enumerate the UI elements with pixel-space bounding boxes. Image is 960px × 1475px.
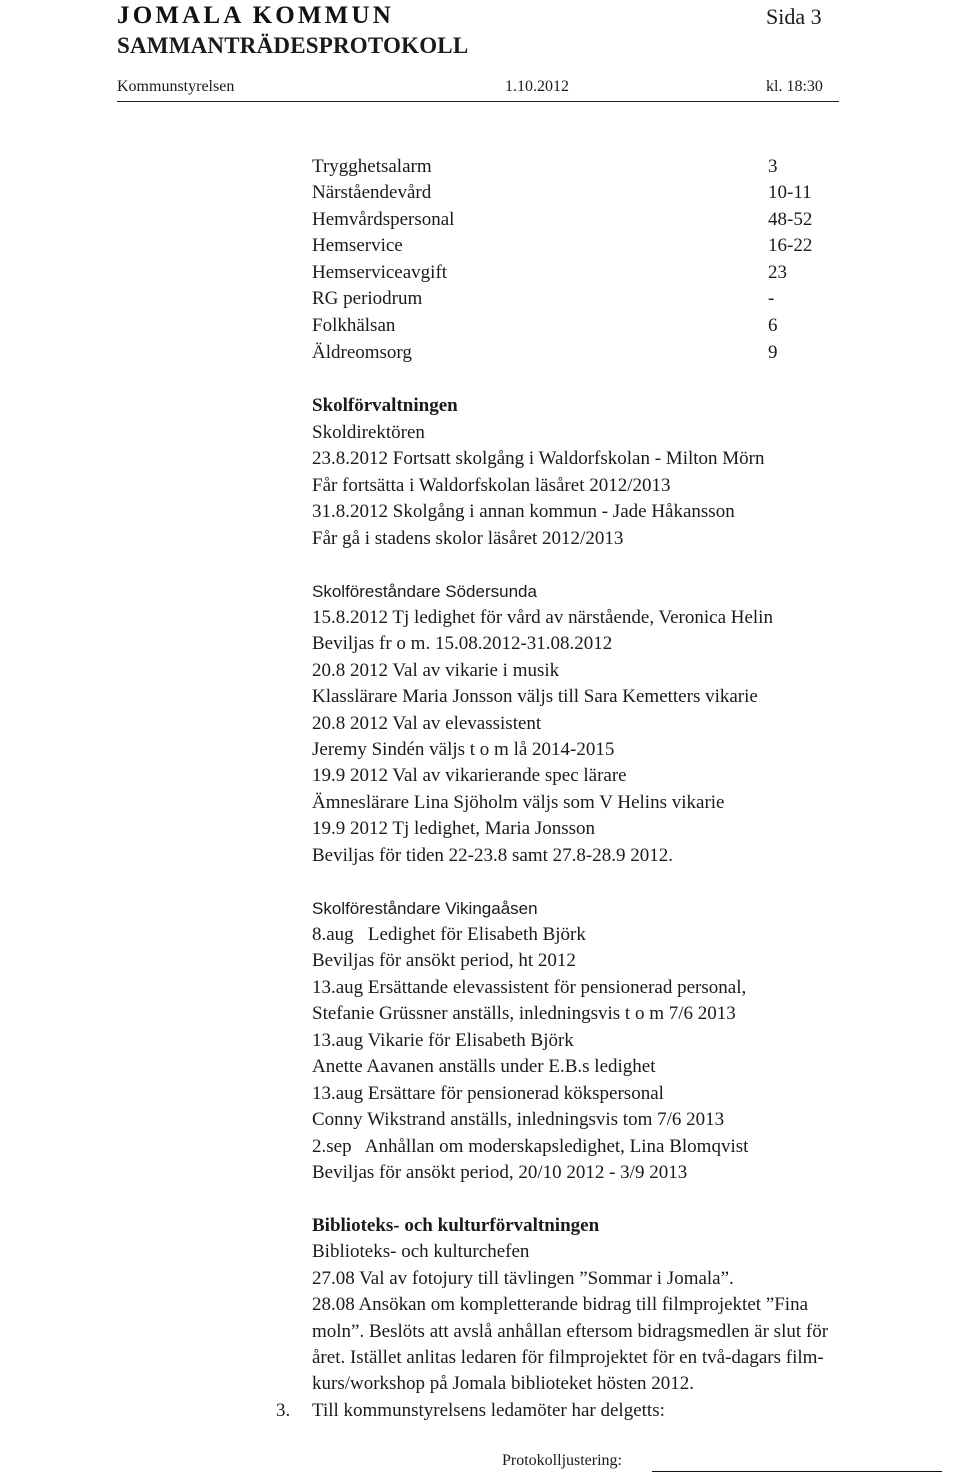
stat-row <box>312 208 813 232</box>
decision-line: 19.9 2012 Val av vikarierande spec lärare <box>312 765 627 786</box>
decision-line: 27.08 Val av fotojury till tävlingen ”Sommar i Jomala”. <box>312 1268 734 1289</box>
page-number: Sida 3 <box>766 4 822 29</box>
decision-line: 13.aug Ersättande elevassistent för pensionerad personal, <box>312 977 747 998</box>
decision-line: 15.8.2012 Tj ledighet för vård av närstående, Veronica Helin <box>312 607 773 628</box>
stat-label: Folkhälsan <box>312 315 396 336</box>
stat-label: RG periodrum <box>312 288 423 309</box>
stat-row <box>312 287 775 311</box>
stat-row <box>312 181 812 205</box>
decision-line: Ämneslärare Lina Sjöholm väljs som V Helins vikarie <box>312 792 725 813</box>
section-heading: Skolföreståndare Vikingaåsen <box>312 899 538 918</box>
stat-row <box>312 341 778 365</box>
item-text: Till kommunstyrelsens ledamöter har delgetts: <box>312 1400 665 1421</box>
stat-value: - <box>768 288 775 309</box>
decision-line: Jeremy Sindén väljs t o m lå 2014-2015 <box>312 739 615 760</box>
meeting-date: 1.10.2012 <box>505 78 569 95</box>
decision-line: 20.8 2012 Val av elevassistent <box>312 713 542 734</box>
decision-line: Conny Wikstrand anställs, inledningsvis tom 7/6 2013 <box>312 1109 725 1130</box>
decision-line: året. Istället anlitas ledaren för filmprojektet för en två-dagars film- <box>312 1347 824 1368</box>
decision-line: kurs/workshop på Jomala biblioteket hösten 2012. <box>312 1373 695 1394</box>
decision-line: Stefanie Grüssner anställs, inledningsvis t o m 7/6 2013 <box>312 1003 736 1024</box>
decision-line: 13.aug Vikarie för Elisabeth Björk <box>312 1030 574 1051</box>
item-number: 3. <box>276 1400 291 1421</box>
decision-line: 2.sep Anhållan om moderskapsledighet, Lina Blomqvist <box>312 1136 749 1157</box>
section-heading: Biblioteks- och kulturförvaltningen <box>312 1215 600 1236</box>
decision-line: moln”. Beslöts att avslå anhållan eftersom bidragsmedlen är slut för <box>312 1321 829 1342</box>
section-heading: Skolföreståndare Södersunda <box>312 582 537 601</box>
stat-value: 10-11 <box>768 182 812 203</box>
decision-line: 28.08 Ansökan om kompletterande bidrag till filmprojektet ”Fina <box>312 1294 809 1315</box>
stat-label: Närståendevård <box>312 182 432 203</box>
decision-line: Får fortsätta i Waldorfskolan läsåret 2012/2013 <box>312 475 671 496</box>
decision-line: 20.8 2012 Val av vikarie i musik <box>312 660 560 681</box>
meeting-body: Kommunstyrelsen <box>117 78 235 95</box>
stat-value: 3 <box>768 156 778 177</box>
stat-row <box>312 261 787 285</box>
decision-line: 19.9 2012 Tj ledighet, Maria Jonsson <box>312 818 596 839</box>
footer-label: Protokolljustering: <box>502 1452 622 1469</box>
stat-value: 6 <box>768 315 778 336</box>
decision-line: Beviljas för ansökt period, ht 2012 <box>312 950 576 971</box>
decision-line: Anette Aavanen anställs under E.B.s ledighet <box>312 1056 656 1077</box>
decision-line: 8.aug Ledighet för Elisabeth Björk <box>312 924 586 945</box>
section-subheading: Skoldirektören <box>312 422 425 443</box>
decision-line: Får gå i stadens skolor läsåret 2012/2013 <box>312 528 624 549</box>
document-type: SAMMANTRÄDESPROTOKOLL <box>117 33 469 58</box>
decision-line: 13.aug Ersättare för pensionerad kökspersonal <box>312 1083 664 1104</box>
stat-label: Hemserviceavgift <box>312 262 448 283</box>
meeting-time: kl. 18:30 <box>766 78 823 95</box>
stat-value: 16-22 <box>768 235 813 256</box>
header-divider <box>117 101 839 102</box>
stat-label: Äldreomsorg <box>312 342 412 363</box>
stat-label: Hemvårdspersonal <box>312 209 455 230</box>
stat-row <box>312 155 778 179</box>
section-heading: Skolförvaltningen <box>312 395 458 416</box>
signature-line <box>652 1471 942 1472</box>
decision-line: 23.8.2012 Fortsatt skolgång i Waldorfskolan - Milton Mörn <box>312 448 765 469</box>
decision-line: 31.8.2012 Skolgång i annan kommun - Jade Håkansson <box>312 501 735 522</box>
stat-value: 48-52 <box>768 209 813 230</box>
decision-line: Beviljas fr o m. 15.08.2012-31.08.2012 <box>312 633 613 654</box>
stat-row <box>312 234 813 258</box>
municipality-title: JOMALA KOMMUN <box>117 2 394 29</box>
stat-row <box>312 314 778 338</box>
section-subheading: Biblioteks- och kulturchefen <box>312 1241 530 1262</box>
stat-label: Trygghetsalarm <box>312 156 432 177</box>
decision-line: Beviljas för tiden 22-23.8 samt 27.8-28.9 2012. <box>312 845 673 866</box>
stat-value: 23 <box>768 262 787 283</box>
decision-line: Klasslärare Maria Jonsson väljs till Sara Kemetters vikarie <box>312 686 758 707</box>
stat-value: 9 <box>768 342 778 363</box>
decision-line: Beviljas för ansökt period, 20/10 2012 - 3/9 2013 <box>312 1162 688 1183</box>
stat-label: Hemservice <box>312 235 403 256</box>
